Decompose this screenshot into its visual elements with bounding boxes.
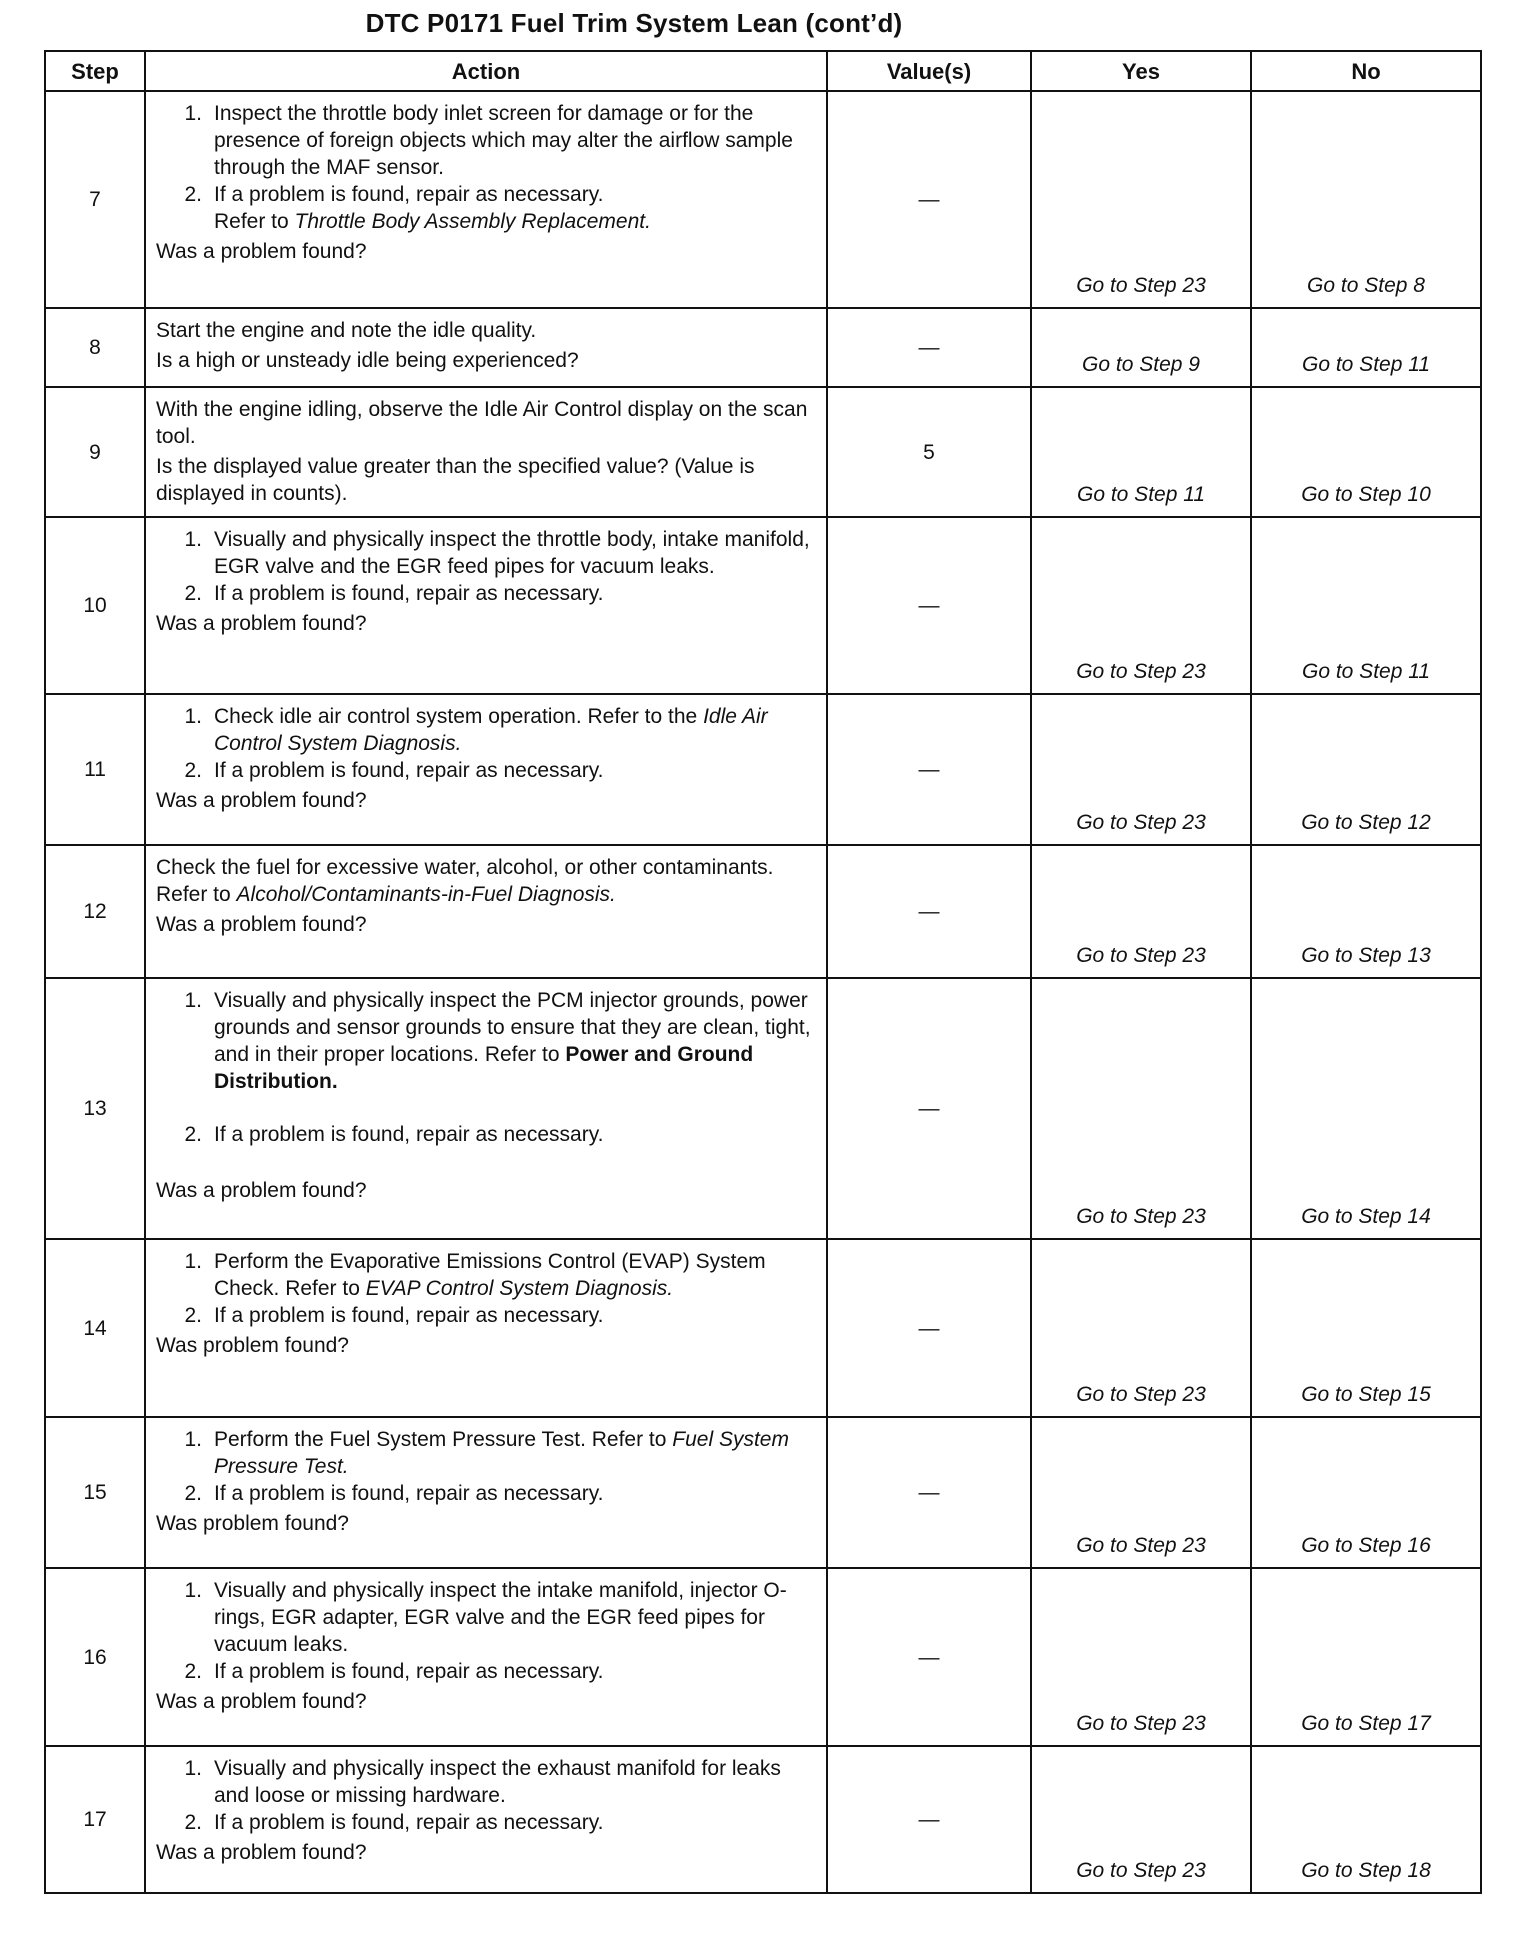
step-number: 10 xyxy=(45,517,145,694)
list-item: 2. If a problem is found, repair as necessary. xyxy=(184,582,604,605)
value-cell: — xyxy=(827,1568,1031,1746)
list-item: 2. If a problem is found, repair as necessary. xyxy=(184,1811,604,1834)
list-item: 2. If a problem is found, repair as necessary. xyxy=(184,1482,604,1505)
step-number: 15 xyxy=(45,1417,145,1568)
step-number: 17 xyxy=(45,1746,145,1893)
yes-cell: Go to Step 23 xyxy=(1031,694,1251,845)
value-cell: — xyxy=(827,845,1031,978)
action-cell xyxy=(145,308,827,387)
action-cell xyxy=(145,517,827,694)
table-row xyxy=(45,1746,1481,1893)
reference-link-text: Alcohol/Contaminants-in-Fuel Diagnosis. xyxy=(236,883,616,906)
yes-cell: Go to Step 23 xyxy=(1031,845,1251,978)
no-cell: Go to Step 11 xyxy=(1251,308,1481,387)
table-row xyxy=(45,978,1481,1239)
list-item: 1. Perform the Evaporative Emissions Control (EVAP) System Check. Refer to EVAP Control System Diagnosis. xyxy=(184,1250,766,1300)
table-row xyxy=(45,517,1481,694)
step-number: 8 xyxy=(45,308,145,387)
list-item: 1. Visually and physically inspect the PCM injector grounds, power grounds and sensor grounds to ensure that they are clean, tight, and in their proper locations. Refer to Power and Ground Distribution. xyxy=(184,989,811,1093)
reference-link-text: EVAP Control System Diagnosis. xyxy=(365,1277,674,1300)
question: Was problem found? xyxy=(156,1334,349,1357)
action-cell xyxy=(145,91,827,308)
table-row xyxy=(45,1568,1481,1746)
list-item: 2. If a problem is found, repair as necessary. xyxy=(184,1123,604,1146)
header-no: No xyxy=(1251,51,1481,91)
step-number: 7 xyxy=(45,91,145,308)
yes-cell: Go to Step 23 xyxy=(1031,91,1251,308)
yes-cell: Go to Step 23 xyxy=(1031,1417,1251,1568)
value-cell: — xyxy=(827,517,1031,694)
question: Was a problem found? xyxy=(156,1179,367,1202)
step-number: 16 xyxy=(45,1568,145,1746)
question: Is a high or unsteady idle being experienced? xyxy=(156,349,579,372)
action-cell xyxy=(145,387,827,517)
no-cell: Go to Step 12 xyxy=(1251,694,1481,845)
table-header-row xyxy=(45,51,1481,91)
question: Was a problem found? xyxy=(156,240,367,263)
no-cell: Go to Step 11 xyxy=(1251,517,1481,694)
yes-cell: Go to Step 9 xyxy=(1031,308,1251,387)
reference-link-text: Throttle Body Assembly Replacement. xyxy=(294,210,651,233)
question: Was a problem found? xyxy=(156,1690,367,1713)
step-number: 9 xyxy=(45,387,145,517)
table-row xyxy=(45,1417,1481,1568)
header-values: Value(s) xyxy=(827,51,1031,91)
table-row xyxy=(45,308,1481,387)
value-cell: — xyxy=(827,1746,1031,1893)
no-cell: Go to Step 16 xyxy=(1251,1417,1481,1568)
action-cell xyxy=(145,978,827,1239)
no-cell: Go to Step 8 xyxy=(1251,91,1481,308)
step-number: 11 xyxy=(45,694,145,845)
yes-cell: Go to Step 23 xyxy=(1031,978,1251,1239)
question: Was a problem found? xyxy=(156,913,367,936)
refer-line: Refer to Throttle Body Assembly Replacement. xyxy=(214,210,651,233)
no-cell: Go to Step 10 xyxy=(1251,387,1481,517)
table-row xyxy=(45,1239,1481,1417)
no-cell: Go to Step 15 xyxy=(1251,1239,1481,1417)
list-item: 1. Check idle air control system operation. Refer to the Idle Air Control System Diagnosis. xyxy=(184,705,768,755)
list-item: 1. Perform the Fuel System Pressure Test. Refer to Fuel System Pressure Test. xyxy=(184,1428,789,1478)
header-action: Action xyxy=(145,51,827,91)
yes-cell: Go to Step 23 xyxy=(1031,1239,1251,1417)
question: Was a problem found? xyxy=(156,1841,367,1864)
yes-cell: Go to Step 11 xyxy=(1031,387,1251,517)
value-cell: — xyxy=(827,308,1031,387)
action-text: Check the fuel for excessive water, alcohol, or other contaminants. Refer to Alcohol/Contaminants-in-Fuel Diagnosis. xyxy=(156,856,774,906)
list-item: 2. If a problem is found, repair as necessary. xyxy=(184,1660,604,1683)
reference-link-text: Fuel System Pressure Test. xyxy=(214,1428,789,1478)
list-item: 2. If a problem is found, repair as necessary. xyxy=(184,1304,604,1327)
value-cell: — xyxy=(827,1417,1031,1568)
question: Was problem found? xyxy=(156,1512,349,1535)
action-cell xyxy=(145,1746,827,1893)
yes-cell: Go to Step 23 xyxy=(1031,1746,1251,1893)
reference-link-text: Idle Air Control System Diagnosis. xyxy=(214,705,768,755)
yes-cell: Go to Step 23 xyxy=(1031,517,1251,694)
table-row xyxy=(45,694,1481,845)
header-yes: Yes xyxy=(1031,51,1251,91)
value-cell: 5 xyxy=(827,387,1031,517)
step-number: 12 xyxy=(45,845,145,978)
action-text: With the engine idling, observe the Idle Air Control display on the scan tool. xyxy=(156,398,808,448)
list-item: 1. Visually and physically inspect the exhaust manifold for leaks and loose or missing hardware. xyxy=(184,1757,781,1807)
no-cell: Go to Step 17 xyxy=(1251,1568,1481,1746)
question: Was a problem found? xyxy=(156,612,367,635)
step-number: 13 xyxy=(45,978,145,1239)
page-title: DTC P0171 Fuel Trim System Lean (cont’d) xyxy=(365,8,903,38)
list-item: 1. Inspect the throttle body inlet screen for damage or for the presence of foreign objects which may alter the airflow sample through the MAF sensor. xyxy=(184,102,793,179)
question: Was a problem found? xyxy=(156,789,367,812)
action-cell xyxy=(145,694,827,845)
table-row xyxy=(45,91,1481,308)
header-step: Step xyxy=(45,51,145,91)
reference-link-text: Power and Ground Distribution. xyxy=(214,1043,754,1093)
list-item: 2. If a problem is found, repair as necessary. xyxy=(184,759,604,782)
action-text: Start the engine and note the idle quality. xyxy=(156,319,537,342)
question: Is the displayed value greater than the specified value? (Value is displayed in counts). xyxy=(156,455,755,505)
list-item: 1. Visually and physically inspect the intake manifold, injector O-rings, EGR adapter, EGR valve and the EGR feed pipes for vacuum leaks. xyxy=(184,1579,787,1656)
no-cell: Go to Step 18 xyxy=(1251,1746,1481,1893)
value-cell: — xyxy=(827,694,1031,845)
value-cell: — xyxy=(827,91,1031,308)
action-cell xyxy=(145,845,827,978)
action-cell xyxy=(145,1417,827,1568)
diagnostic-table xyxy=(44,50,1482,1894)
table-row xyxy=(45,387,1481,517)
table-row xyxy=(45,845,1481,978)
list-item: 2. If a problem is found, repair as necessary. xyxy=(184,183,604,206)
no-cell: Go to Step 13 xyxy=(1251,845,1481,978)
no-cell: Go to Step 14 xyxy=(1251,978,1481,1239)
value-cell: — xyxy=(827,978,1031,1239)
step-number: 14 xyxy=(45,1239,145,1417)
value-cell: — xyxy=(827,1239,1031,1417)
action-cell xyxy=(145,1239,827,1417)
action-cell xyxy=(145,1568,827,1746)
list-item: 1. Visually and physically inspect the throttle body, intake manifold, EGR valve and the EGR feed pipes for vacuum leaks. xyxy=(184,528,810,578)
yes-cell: Go to Step 23 xyxy=(1031,1568,1251,1746)
